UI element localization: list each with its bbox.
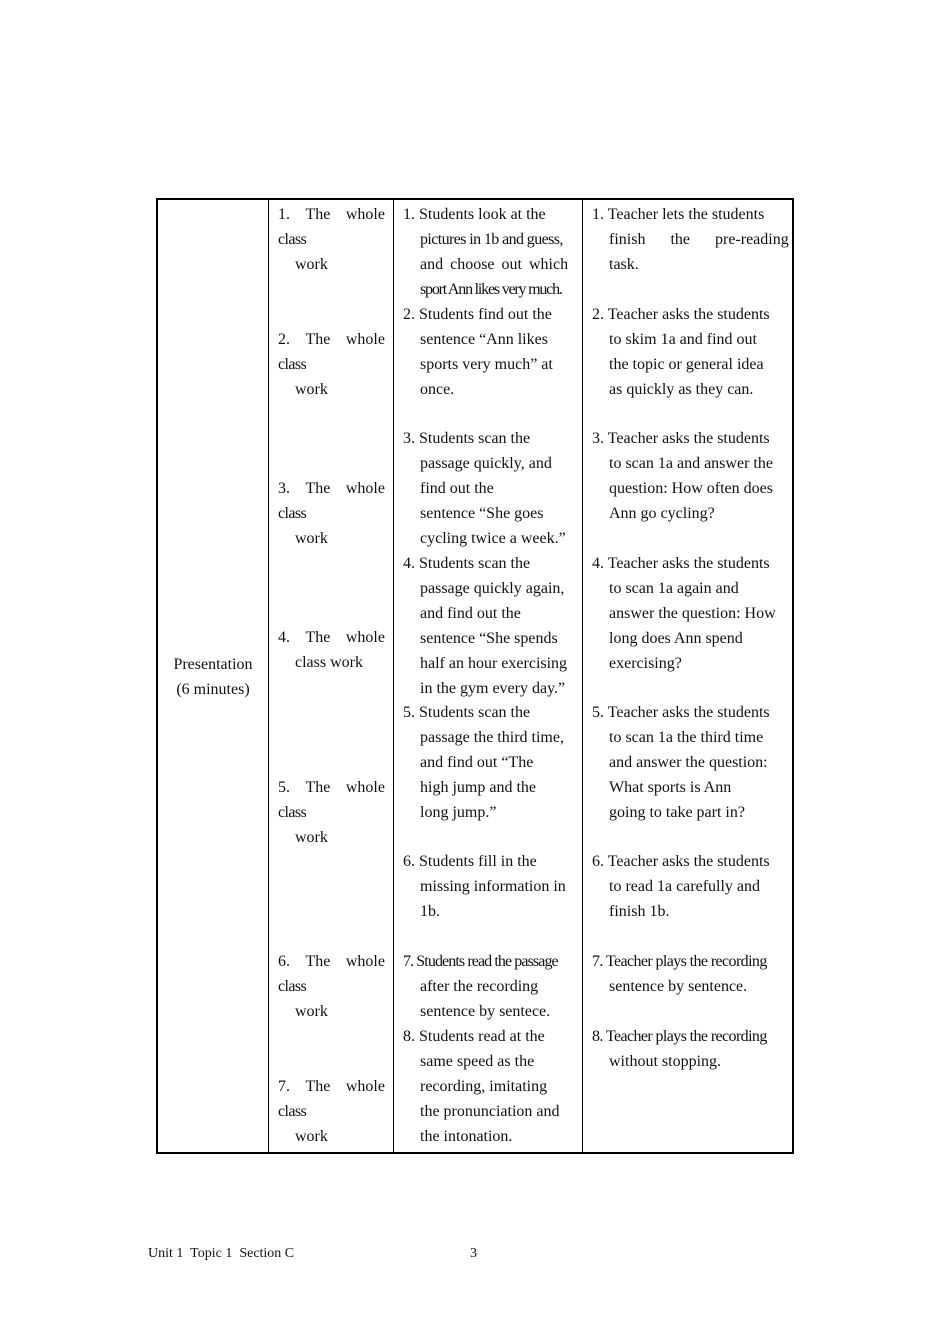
- student-line: 4. Students scan the: [403, 555, 531, 572]
- form-line: class: [278, 505, 307, 522]
- student-line: sports very much” at: [420, 356, 553, 373]
- page-number: 3: [470, 1246, 477, 1261]
- student-line: and find out the: [420, 605, 521, 622]
- student-line: sentence “Ann likes: [420, 331, 548, 348]
- student-line: missing information in: [420, 878, 566, 895]
- teacher-line: 1. Teacher lets the students: [592, 206, 765, 223]
- teacher-line: finish the pre-reading: [609, 231, 789, 248]
- column-divider: [582, 200, 583, 1152]
- footer-section-label: Unit 1 Topic 1 Section C: [148, 1246, 295, 1261]
- teacher-line: Ann go cycling?: [609, 505, 715, 522]
- student-line: sentence “She goes: [420, 505, 544, 522]
- student-line: and find out “The: [420, 754, 534, 771]
- teacher-line: without stopping.: [609, 1053, 722, 1070]
- teacher-line: answer the question: How: [609, 605, 776, 622]
- form-line: work: [295, 1128, 328, 1145]
- student-line: cycling twice a week.”: [420, 530, 566, 547]
- student-line: 1b.: [420, 903, 440, 920]
- student-line: once.: [420, 381, 455, 398]
- teacher-line: to skim 1a and find out: [609, 331, 757, 348]
- student-line: same speed as the: [420, 1053, 535, 1070]
- teacher-line: 8. Teacher plays the recording: [592, 1028, 767, 1045]
- teacher-line: to scan 1a again and: [609, 580, 739, 597]
- form-line: class: [278, 978, 307, 995]
- teacher-line: to read 1a carefully and: [609, 878, 761, 895]
- student-line: find out the: [420, 480, 494, 497]
- form-line: 7. The whole: [278, 1078, 385, 1095]
- teacher-line: and answer the question:: [609, 754, 768, 771]
- teacher-line: question: How often does: [609, 480, 773, 497]
- form-line: class: [278, 804, 307, 821]
- student-line: 3. Students scan the: [403, 430, 531, 447]
- teacher-line: What sports is Ann: [609, 779, 732, 796]
- teacher-line: 7. Teacher plays the recording: [592, 953, 767, 970]
- teacher-line: 2. Teacher asks the students: [592, 306, 770, 323]
- form-line: class work: [295, 654, 363, 671]
- stage-name: Presentation: [173, 656, 253, 673]
- student-line: 8. Students read at the: [403, 1028, 545, 1045]
- student-line: and choose out which: [420, 256, 569, 273]
- form-line: 4. The whole: [278, 629, 385, 646]
- student-line: in the gym every day.”: [420, 680, 566, 697]
- student-line: sentence by sentece.: [420, 1003, 551, 1020]
- teacher-line: 6. Teacher asks the students: [592, 853, 770, 870]
- form-line: work: [295, 829, 328, 846]
- student-line: pictures in 1b and guess,: [420, 231, 563, 248]
- student-line: the pronunciation and: [420, 1103, 560, 1120]
- column-divider: [268, 200, 269, 1152]
- form-line: 3. The whole: [278, 480, 385, 497]
- student-line: 6. Students fill in the: [403, 853, 537, 870]
- student-line: after the recording: [420, 978, 539, 995]
- teacher-line: 5. Teacher asks the students: [592, 704, 770, 721]
- student-line: high jump and the: [420, 779, 536, 796]
- student-line: the intonation.: [420, 1128, 513, 1145]
- student-line: 5. Students scan the: [403, 704, 531, 721]
- form-line: 5. The whole: [278, 779, 385, 796]
- teacher-line: 4. Teacher asks the students: [592, 555, 770, 572]
- form-line: 1. The whole: [278, 206, 385, 223]
- form-line: work: [295, 256, 328, 273]
- teacher-line: to scan 1a and answer the: [609, 455, 773, 472]
- form-line: 2. The whole: [278, 331, 385, 348]
- form-line: 6. The whole: [278, 953, 385, 970]
- teacher-line: finish 1b.: [609, 903, 670, 920]
- teacher-line: 3. Teacher asks the students: [592, 430, 770, 447]
- stage-cell: [158, 652, 268, 702]
- student-line: 2. Students find out the: [403, 306, 552, 323]
- student-line: recording, imitating: [420, 1078, 548, 1095]
- stage-time: (6 minutes): [176, 681, 250, 698]
- form-line: work: [295, 381, 328, 398]
- form-line: class: [278, 356, 307, 373]
- form-line: class: [278, 231, 307, 248]
- form-line: work: [295, 530, 328, 547]
- student-line: half an hour exercising: [420, 655, 568, 672]
- teacher-line: going to take part in?: [609, 804, 745, 821]
- teacher-line: long does Ann spend: [609, 630, 743, 647]
- form-line: class: [278, 1103, 307, 1120]
- column-divider: [393, 200, 394, 1152]
- teacher-line: task.: [609, 256, 639, 273]
- student-line: passage the third time,: [420, 729, 564, 746]
- teacher-line: to scan 1a the third time: [609, 729, 764, 746]
- student-line: 7. Students read the passage: [403, 953, 558, 970]
- student-line: passage quickly, and: [420, 455, 552, 472]
- form-line: work: [295, 1003, 328, 1020]
- teacher-line: exercising?: [609, 655, 682, 672]
- lesson-table: [156, 198, 794, 1154]
- student-line: 1. Students look at the: [403, 206, 546, 223]
- student-line: sentence “She spends: [420, 630, 558, 647]
- teacher-line: sentence by sentence.: [609, 978, 748, 995]
- student-line: sport Ann likes very much.: [420, 281, 562, 298]
- teacher-line: the topic or general idea: [609, 356, 764, 373]
- teacher-line: as quickly as they can.: [609, 381, 754, 398]
- student-line: passage quickly again,: [420, 580, 565, 597]
- student-line: long jump.”: [420, 804, 497, 821]
